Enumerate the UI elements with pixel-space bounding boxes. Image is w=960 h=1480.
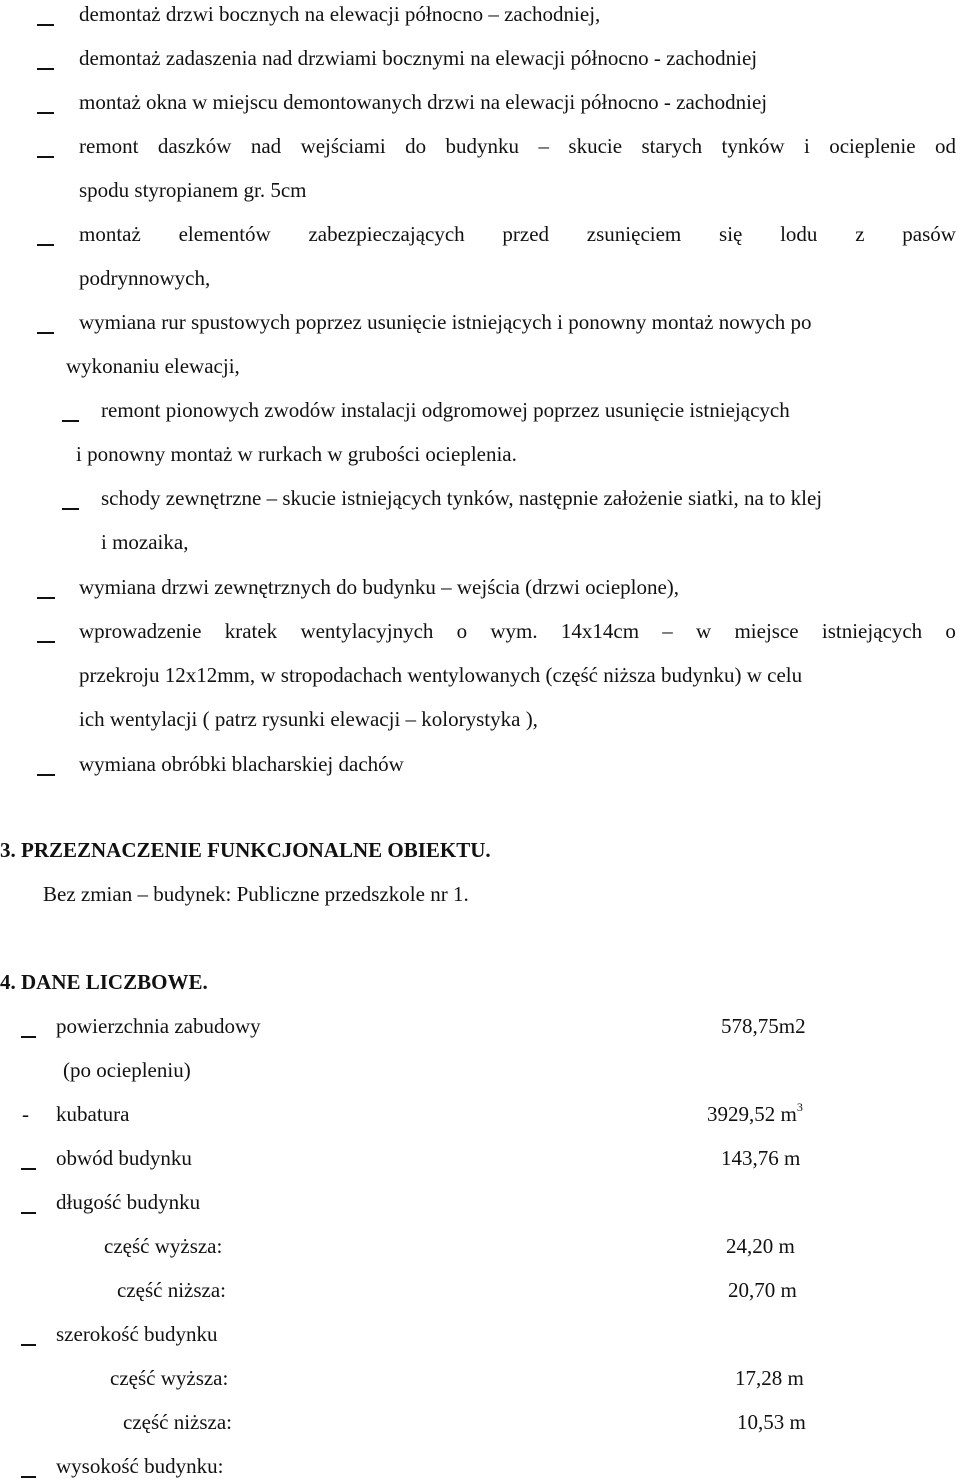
word: daszków: [157, 134, 232, 158]
word: do: [405, 134, 427, 158]
word: w: [696, 619, 712, 643]
section-3-body: Bez zmian – budynek: Publiczne przedszkole nr 1.: [43, 882, 469, 906]
word: istniejących: [821, 619, 923, 643]
list-item-continuation: ich wentylacji ( patrz rysunki elewacji – kolorystyka ),: [79, 707, 538, 731]
list-dash-icon: [37, 68, 54, 70]
list-dash-icon: [37, 244, 54, 246]
word: montaż: [79, 222, 141, 246]
width-high-label: część wyższa:: [110, 1366, 229, 1390]
area-label: powierzchnia zabudowy: [56, 1014, 261, 1038]
word: tynków: [721, 134, 785, 158]
word: 14x14cm: [560, 619, 640, 643]
area-value: 578,75m2: [721, 1014, 806, 1038]
list-dash-icon: [62, 508, 79, 510]
list-item-continuation: i ponowny montaż w rurkach w grubości ocieplenia.: [76, 442, 517, 466]
list-item: demontaż zadaszenia nad drzwiami bocznymi na elewacji północno - zachodniej: [79, 46, 758, 70]
volume-marker: -: [22, 1102, 29, 1126]
word: i: [803, 134, 810, 158]
word: skucie: [568, 134, 623, 158]
word: elementów: [178, 222, 271, 246]
list-item: schody zewnętrzne – skucie istniejących tynków, następnie założenie siatki, na to klej: [101, 486, 823, 510]
word: wejściami: [300, 134, 386, 158]
word: się: [719, 222, 743, 246]
word: –: [538, 134, 549, 158]
length-label: długość budynku: [56, 1190, 201, 1214]
list-dash-icon: [62, 420, 79, 422]
list-dash-icon: [21, 1168, 36, 1170]
section-3-heading: 3. PRZEZNACZENIE FUNKCJONALNE OBIEKTU.: [0, 838, 491, 862]
word: od: [934, 134, 956, 158]
word: zabezpieczających: [308, 222, 465, 246]
section-4-heading: 4. DANE LICZBOWE.: [0, 970, 208, 994]
list-item: montaż okna w miejscu demontowanych drzwi na elewacji północno - zachodniej: [79, 90, 768, 114]
list-item: wymiana rur spustowych poprzez usunięcie istniejących i ponowny montaż nowych po: [79, 310, 812, 334]
word: wprowadzenie: [79, 619, 202, 643]
word: o: [456, 619, 468, 643]
length-low-value: 20,70 m: [728, 1278, 797, 1302]
list-item-continuation: i mozaika,: [101, 530, 189, 554]
list-dash-icon: [37, 774, 55, 776]
list-dash-icon: [21, 1212, 36, 1214]
list-dash-icon: [37, 597, 55, 599]
list-item-continuation: spodu styropianem gr. 5cm: [79, 178, 307, 202]
list-item: wymiana drzwi zewnętrznych do budynku – wejścia (drzwi ocieplone),: [79, 575, 680, 599]
word: zsunięciem: [586, 222, 682, 246]
list-item-continuation: wykonaniu elewacji,: [66, 354, 240, 378]
word: –: [662, 619, 673, 643]
list-dash-icon: [37, 112, 54, 114]
list-dash-icon: [21, 1036, 36, 1038]
word: starych: [641, 134, 703, 158]
word: o: [945, 619, 956, 643]
list-item: remont pionowych zwodów instalacji odgromowej poprzez usunięcie istniejących: [101, 398, 790, 422]
list-item-continuation: podrynnowych,: [79, 266, 211, 290]
word: z: [855, 222, 865, 246]
word: ocieplenie: [829, 134, 916, 158]
list-item-continuation: przekroju 12x12mm, w stropodachach wentylowanych (część niższa budynku) w celu: [79, 663, 803, 687]
volume-value: 3929,52 $m^3$: [707, 1100, 803, 1126]
width-high-value: 17,28 m: [735, 1366, 804, 1390]
area-note: (po ociepleniu): [63, 1058, 191, 1082]
word: miejsce: [734, 619, 799, 643]
list-item: demontaż drzwi bocznych na elewacji północno – zachodniej,: [79, 2, 601, 26]
width-label: szerokość budynku: [56, 1322, 218, 1346]
perimeter-value: 143,76 m: [721, 1146, 801, 1170]
length-low-label: część niższa:: [117, 1278, 227, 1302]
list-item-line: [79, 136, 956, 157]
list-dash-icon: [21, 1476, 36, 1478]
volume-label: kubatura: [56, 1102, 130, 1126]
list-dash-icon: [37, 156, 54, 158]
height-label: wysokość budynku:: [56, 1454, 224, 1478]
width-low-value: 10,53 m: [737, 1410, 806, 1434]
length-high-label: część wyższa:: [104, 1234, 223, 1258]
list-item-line: [79, 224, 956, 245]
volume-unit-exponent: 3: [796, 1100, 803, 1114]
word: wym.: [490, 619, 538, 643]
word: lodu: [780, 222, 818, 246]
list-item-line: [79, 621, 956, 642]
length-high-value: 24,20 m: [726, 1234, 795, 1258]
word: budynku: [445, 134, 520, 158]
list-dash-icon: [37, 641, 55, 643]
width-low-label: część niższa:: [123, 1410, 233, 1434]
word: pasów: [902, 222, 956, 246]
list-dash-icon: [37, 332, 54, 334]
word: nad: [250, 134, 282, 158]
word: przed: [502, 222, 550, 246]
perimeter-label: obwód budynku: [56, 1146, 192, 1170]
list-dash-icon: [37, 24, 54, 26]
list-dash-icon: [21, 1344, 36, 1346]
list-item: wymiana obróbki blacharskiej dachów: [79, 752, 404, 776]
word: wentylacyjnych: [300, 619, 434, 643]
word: remont: [79, 134, 139, 158]
word: kratek: [224, 619, 278, 643]
